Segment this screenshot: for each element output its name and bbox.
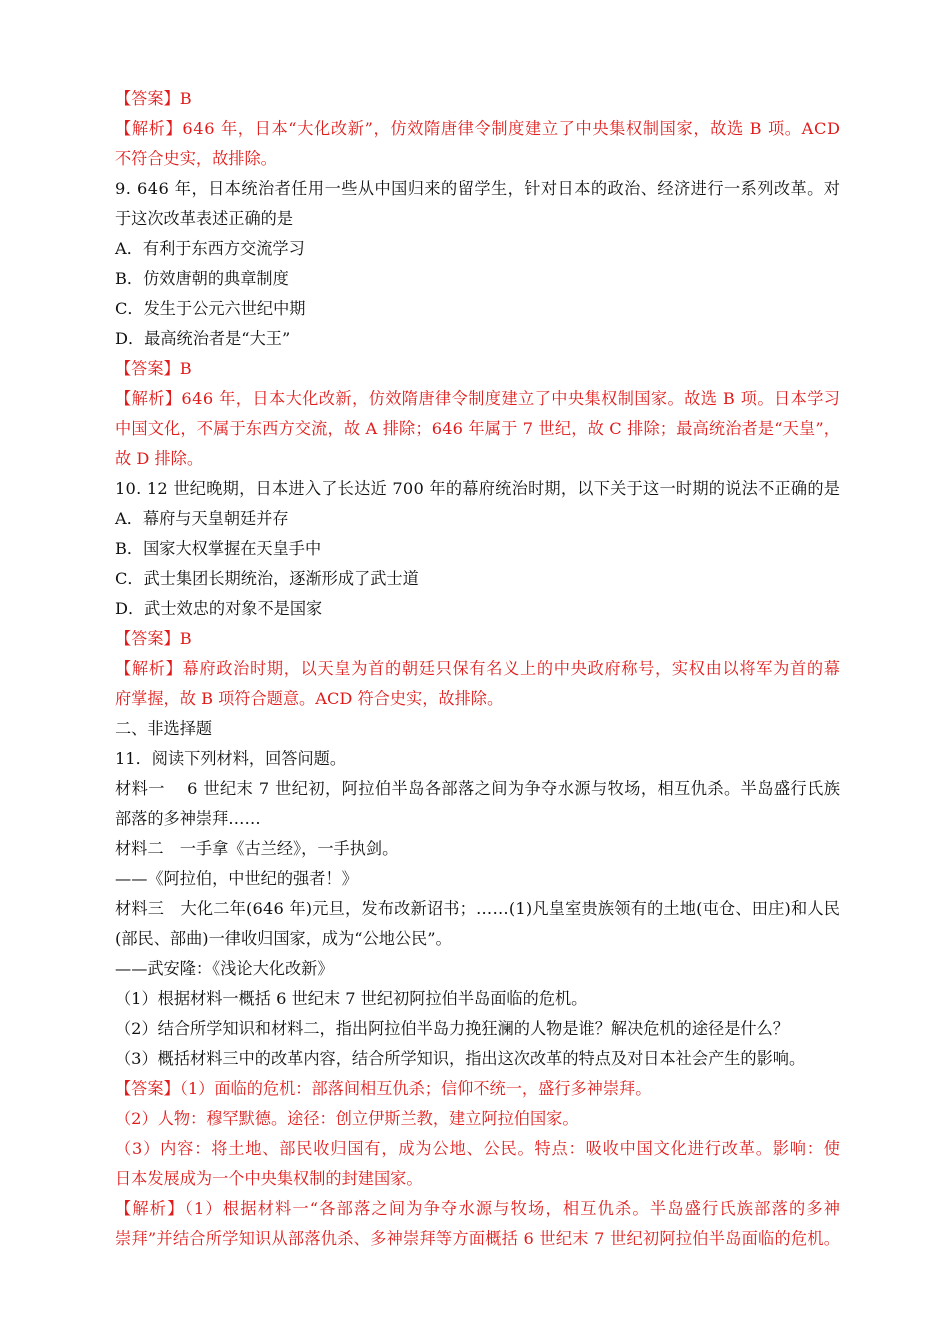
text-line: （2）结合所学知识和材料二，指出阿拉伯半岛力挽狂澜的人物是谁？解决危机的途径是什么？ [115, 1019, 789, 1038]
text-line: 部落的多神崇拜…… [115, 809, 261, 828]
text-line: 材料一 6 世纪末 7 世纪初，阿拉伯半岛各部落之间为争夺水源与牧场，相互仇杀。半岛盛行氏族 [115, 779, 841, 798]
text-line: 【解析】（1）根据材料一“各部落之间为争夺水源与牧场，相互仇杀。半岛盛行氏族部落的多神 [115, 1199, 842, 1218]
text-line: 【解析】646 年，日本大化改新，仿效隋唐律令制度建立了中央集权制国家。故选 B 项。日本学习 [115, 389, 841, 408]
text-line: ——《阿拉伯，中世纪的强者！》 [115, 869, 358, 888]
text-line: （1）根据材料一概括 6 世纪末 7 世纪初阿拉伯半岛面临的危机。 [115, 989, 588, 1008]
text-line: A．幕府与天皇朝廷并存 [115, 509, 289, 528]
text-line: 日本发展成为一个中央集权制的封建国家。 [115, 1169, 423, 1188]
text-line: （3）概括材料三中的改革内容，结合所学知识，指出这次改革的特点及对日本社会产生的影响。 [115, 1049, 806, 1068]
text-line: 故 D 排除。 [115, 449, 204, 468]
text-line: 【解析】幕府政治时期，以天皇为首的朝廷只保有名义上的中央政府称号，实权由以将军为首的幕 [115, 659, 841, 678]
text-line: C．武士集团长期统治，逐渐形成了武士道 [115, 569, 419, 588]
text-line: A．有利于东西方交流学习 [115, 239, 305, 258]
text-line: 于这次改革表述正确的是 [115, 209, 294, 228]
text-line: 9. 646 年，日本统治者任用一些从中国归来的留学生，针对日本的政治、经济进行一系列改革。对 [115, 179, 841, 198]
text-line: D．武士效忠的对象不是国家 [115, 599, 323, 618]
text-line: 不符合史实，故排除。 [115, 149, 277, 168]
text-line: 中国文化，不属于东西方交流，故 A 排除；646 年属于 7 世纪，故 C 排除；最高统治者是“天皇”， [115, 419, 841, 438]
text-line: 【解析】646 年，日本“大化改新”，仿效隋唐律令制度建立了中央集权制国家，故选 B 项。ACD [115, 119, 841, 138]
text-line: 材料二 一手拿《古兰经》，一手执剑。 [115, 839, 399, 858]
text-line: 10. 12 世纪晚期，日本进入了长达近 700 年的幕府统治时期，以下关于这一时期的说法不正确的是 [115, 479, 841, 498]
text-line: (部民、部曲)一律收归国家，成为“公地公民”。 [115, 929, 452, 948]
text-line: B．仿效唐朝的典章制度 [115, 269, 289, 288]
text-line: 【答案】B [115, 629, 192, 648]
text-line: 崇拜”并结合所学知识从部落仇杀、多神崇拜等方面概括 6 世纪末 7 世纪初阿拉伯半岛面临的危机。 [115, 1229, 841, 1248]
text-line: 11．阅读下列材料，回答问题。 [115, 749, 347, 768]
text-line: 二、非选择题 [115, 719, 213, 738]
text-line: （3）内容：将土地、部民收归国有，成为公地、公民。特点：吸收中国文化进行改革。影响：使 [115, 1139, 841, 1158]
text-line: C．发生于公元六世纪中期 [115, 299, 306, 318]
text-line: 府掌握，故 B 项符合题意。ACD 符合史实，故排除。 [115, 689, 504, 708]
text-line: 材料三 大化二年(646 年)元旦，发布改新诏书；……(1)凡皇室贵族领有的土地(屯仓、田庄)和人民 [115, 899, 841, 918]
text-line: （2）人物：穆罕默德。途径：创立伊斯兰教，建立阿拉伯国家。 [115, 1109, 579, 1128]
text-line: 【答案】（1）面临的危机：部落间相互仇杀；信仰不统一，盛行多神崇拜。 [115, 1079, 652, 1098]
text-line: 【答案】B [115, 89, 192, 108]
text-line: ——武安隆：《浅论大化改新》 [115, 959, 334, 978]
text-line: 【答案】B [115, 359, 192, 378]
text-line: B．国家大权掌握在天皇手中 [115, 539, 322, 558]
text-line: D．最高统治者是“大王” [115, 329, 291, 348]
